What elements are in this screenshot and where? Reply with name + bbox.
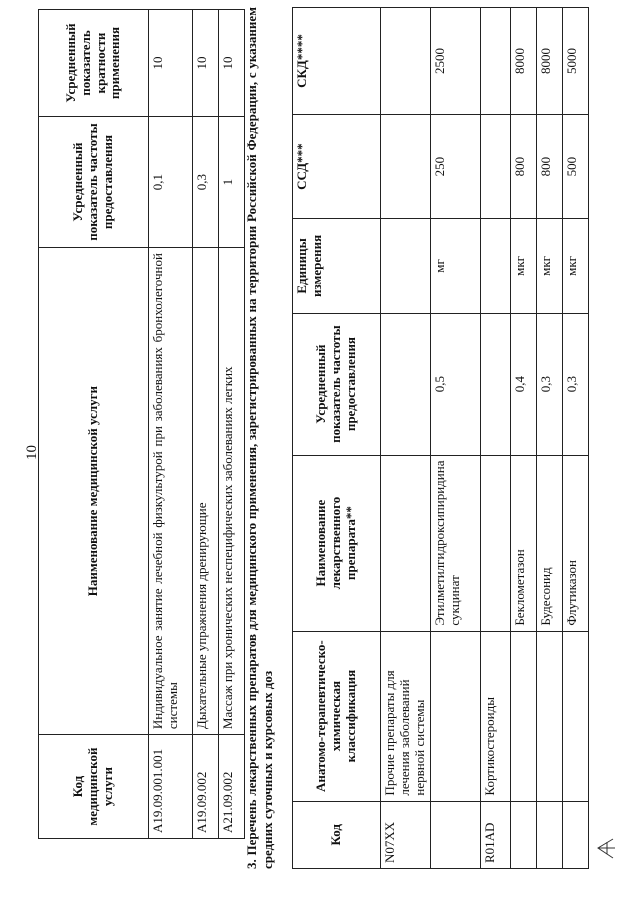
- drug-atc: [536, 631, 562, 801]
- services-header-row: [39, 10, 149, 839]
- header-atc: Анатомо-терапевтическо-химическая классификация: [293, 631, 381, 801]
- table-row: [219, 10, 245, 839]
- service-name: Индивидуальное занятие лечебной физкультурой при заболеваниях бронхолегочной системы: [149, 248, 193, 735]
- drug-ssd: [381, 115, 431, 219]
- drug-atc: [510, 631, 536, 801]
- drug-atc: [430, 631, 480, 801]
- drug-code: [430, 801, 480, 868]
- drug-frequency: [381, 313, 431, 455]
- service-multiplicity: 10: [149, 10, 193, 117]
- header-drug: Наименование лекарственного препарата**: [293, 455, 381, 631]
- page-number: 10: [24, 445, 40, 460]
- header-unit: Единицы измерения: [293, 219, 381, 313]
- drugs-header-row: [293, 8, 381, 869]
- services-table: [38, 9, 245, 839]
- table-row: [510, 8, 536, 869]
- drug-code: R01AD: [480, 801, 510, 868]
- drug-unit: мкг: [536, 219, 562, 313]
- drug-ssd: 800: [536, 115, 562, 219]
- header-name: Наименование медицинской услуги: [39, 248, 149, 735]
- drugs-table: [292, 7, 589, 869]
- table-row: [193, 10, 219, 839]
- drug-name: Флутиказон: [562, 455, 588, 631]
- drug-unit: мкг: [562, 219, 588, 313]
- service-name: Массаж при хронических неспецифических заболеваниях легких: [219, 248, 245, 735]
- header-multiplicity: Усредненный показатель кратности применения: [39, 10, 149, 117]
- drug-code: [536, 801, 562, 868]
- drug-ssd: [480, 115, 510, 219]
- drug-frequency: [480, 313, 510, 455]
- table-row: [562, 8, 588, 869]
- drug-code: [510, 801, 536, 868]
- table-row: [430, 8, 480, 869]
- drug-name: [480, 455, 510, 631]
- drug-code: [562, 801, 588, 868]
- drug-skd: 8000: [536, 8, 562, 115]
- drug-unit: мг: [430, 219, 480, 313]
- drug-ssd: 800: [510, 115, 536, 219]
- drug-atc: Кортикостероиды: [480, 631, 510, 801]
- service-frequency: 0,1: [149, 117, 193, 248]
- drug-name: Беклометазон: [510, 455, 536, 631]
- drug-unit: мкг: [510, 219, 536, 313]
- drug-ssd: 250: [430, 115, 480, 219]
- drug-ssd: 500: [562, 115, 588, 219]
- drug-skd: 2500: [430, 8, 480, 115]
- header-skd: СКД****: [293, 8, 381, 115]
- service-frequency: 1: [219, 117, 245, 248]
- drug-atc: Прочие препараты для лечения заболеваний нервной системы: [381, 631, 431, 801]
- drug-unit: [381, 219, 431, 313]
- drug-skd: [480, 8, 510, 115]
- drug-frequency: 0,3: [562, 313, 588, 455]
- drug-frequency: 0,4: [510, 313, 536, 455]
- drug-frequency: 0,3: [536, 313, 562, 455]
- table-row: [480, 8, 510, 869]
- table-row: [149, 10, 193, 839]
- service-frequency: 0,3: [193, 117, 219, 248]
- header-ssd: ССД***: [293, 115, 381, 219]
- drug-skd: [381, 8, 431, 115]
- service-name: Дыхательные упражнения дренирующие: [193, 248, 219, 735]
- drug-skd: 8000: [510, 8, 536, 115]
- drug-frequency: 0,5: [430, 313, 480, 455]
- section-3-heading: 3. Перечень лекарственных препаратов для медицинского применения, зарегистрированных на территории Российской Федерации, с указанием средних суточных и курсовых доз: [244, 7, 276, 869]
- drug-unit: [480, 219, 510, 313]
- drug-name: Этилметилгидроксипиридина сукцинат: [430, 455, 480, 631]
- service-code: A19.09.002: [193, 735, 219, 839]
- service-multiplicity: 10: [193, 10, 219, 117]
- header-code: Код: [293, 801, 381, 868]
- pen-mark-icon: [595, 836, 617, 860]
- service-code: A21.09.002: [219, 735, 245, 839]
- drug-skd: 5000: [562, 8, 588, 115]
- drug-atc: [562, 631, 588, 801]
- header-code: Код медицинской услуги: [39, 735, 149, 839]
- header-frequency: Усредненный показатель частоты предоставления: [293, 313, 381, 455]
- table-row: [381, 8, 431, 869]
- service-code: A19.09.001.001: [149, 735, 193, 839]
- service-multiplicity: 10: [219, 10, 245, 117]
- header-frequency: Усредненный показатель частоты предоставления: [39, 117, 149, 248]
- table-row: [536, 8, 562, 869]
- drug-code: N07XX: [381, 801, 431, 868]
- drug-name: [381, 455, 431, 631]
- drug-name: Будесонид: [536, 455, 562, 631]
